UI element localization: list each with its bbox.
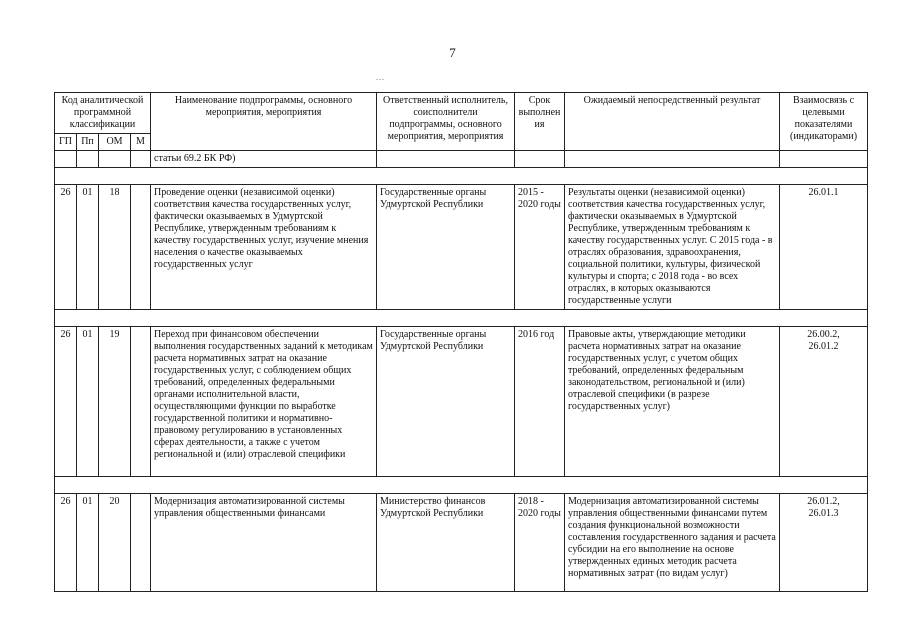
table-row	[55, 327, 868, 477]
row-pp: 01	[77, 327, 99, 477]
row-term: 2016 год	[515, 327, 565, 477]
row-pp: 01	[77, 494, 99, 592]
row-link: 26.01.2, 26.01.3	[780, 494, 868, 592]
gp-header: ГП	[55, 134, 77, 151]
link-header: Взаимосвязь с целевыми показателями (индикаторами)	[780, 93, 868, 151]
row-responsible: Государственные органы Удмуртской Республики	[377, 185, 515, 310]
row-m	[131, 327, 151, 477]
gap-row	[55, 168, 868, 185]
row-responsible: Министерство финансов Удмуртской Республики	[377, 494, 515, 592]
row-om: 20	[99, 494, 131, 592]
continuation-row	[55, 151, 868, 168]
row-m	[131, 494, 151, 592]
row-m	[131, 185, 151, 310]
row-term: 2015 - 2020 годы	[515, 185, 565, 310]
row-result: Правовые акты, утверждающие методики расчета нормативных затрат на оказание государственных услуг, с учетом общих требований, определенных федеральным законодательством, региональной и (или) отраслевой специфики (в разрезе государственных услуг)	[565, 327, 780, 477]
row-result: Результаты оценки (независимой оценки) соответствия качества государственных услуг, фактически оказываемых в Удмуртской Республике, утвержденным требованиям к качеству государственных услуг. С 2015 года - в отраслях образования, здравоохранения, социальной политики, культуры, физической культуры и спорта; с 2018 года - во всех отраслях, в которых оказываются государственные услуги	[565, 185, 780, 310]
row-responsible: Государственные органы Удмуртской Республики	[377, 327, 515, 477]
pp-header: Пп	[77, 134, 99, 151]
m-header: М	[131, 134, 151, 151]
row-name: Переход при финансовом обеспечении выполнения государственных заданий к методикам расчета нормативных затрат на оказание государственных услуг, с соблюдением общих требований, определенных федеральными органами исполнительной власти, осуществляющими функции по выработке государственной политики и нормативно-правовому регулированию в установленных сферах деятельности, а также с учетом региональной и (или) отраслевой специфики	[151, 327, 377, 477]
code-group-header: Код аналитической программной классификации	[55, 93, 151, 134]
om-header: ОМ	[99, 134, 131, 151]
row-name: Проведение оценки (независимой оценки) соответствия качества государственных услуг, фактически оказываемых в Удмуртской Республике, утвержденным требованиям к качеству государственных услуг, изучение мнения населения о качестве оказываемых государственных услуг	[151, 185, 377, 310]
row-name: Модернизация автоматизированной системы управления общественными финансами	[151, 494, 377, 592]
row-gp: 26	[55, 494, 77, 592]
row-gp: 26	[55, 327, 77, 477]
header-row	[55, 93, 868, 134]
row-link: 26.00.2, 26.01.2	[780, 327, 868, 477]
responsible-header: Ответственный исполнитель, соисполнители подпрограммы, основного мероприятия, мероприятия	[377, 93, 515, 151]
row-link: 26.01.1	[780, 185, 868, 310]
term-header: Срок выполнения	[515, 93, 565, 151]
gap-row	[55, 310, 868, 327]
name-header: Наименование подпрограммы, основного мероприятия, мероприятия	[151, 93, 377, 151]
table-row	[55, 185, 868, 310]
page-number: 7	[449, 45, 456, 60]
row-gp: 26	[55, 185, 77, 310]
row-result: Модернизация автоматизированной системы управления общественными финансами путем создания функциональной возможности составления государственного задания и расчета субсидии на его выполнение на основе утвержденных единых методик расчета нормативных затрат (по видам услуг)	[565, 494, 780, 592]
program-table	[54, 92, 868, 592]
row-pp: 01	[77, 185, 99, 310]
row-term: 2018 - 2020 годы	[515, 494, 565, 592]
row-om: 18	[99, 185, 131, 310]
scan-mark: ...	[376, 73, 385, 82]
row-om: 19	[99, 327, 131, 477]
table-row	[55, 494, 868, 592]
result-header: Ожидаемый непосредственный результат	[565, 93, 780, 151]
gap-row	[55, 477, 868, 494]
continuation-name: статьи 69.2 БК РФ)	[151, 151, 377, 168]
